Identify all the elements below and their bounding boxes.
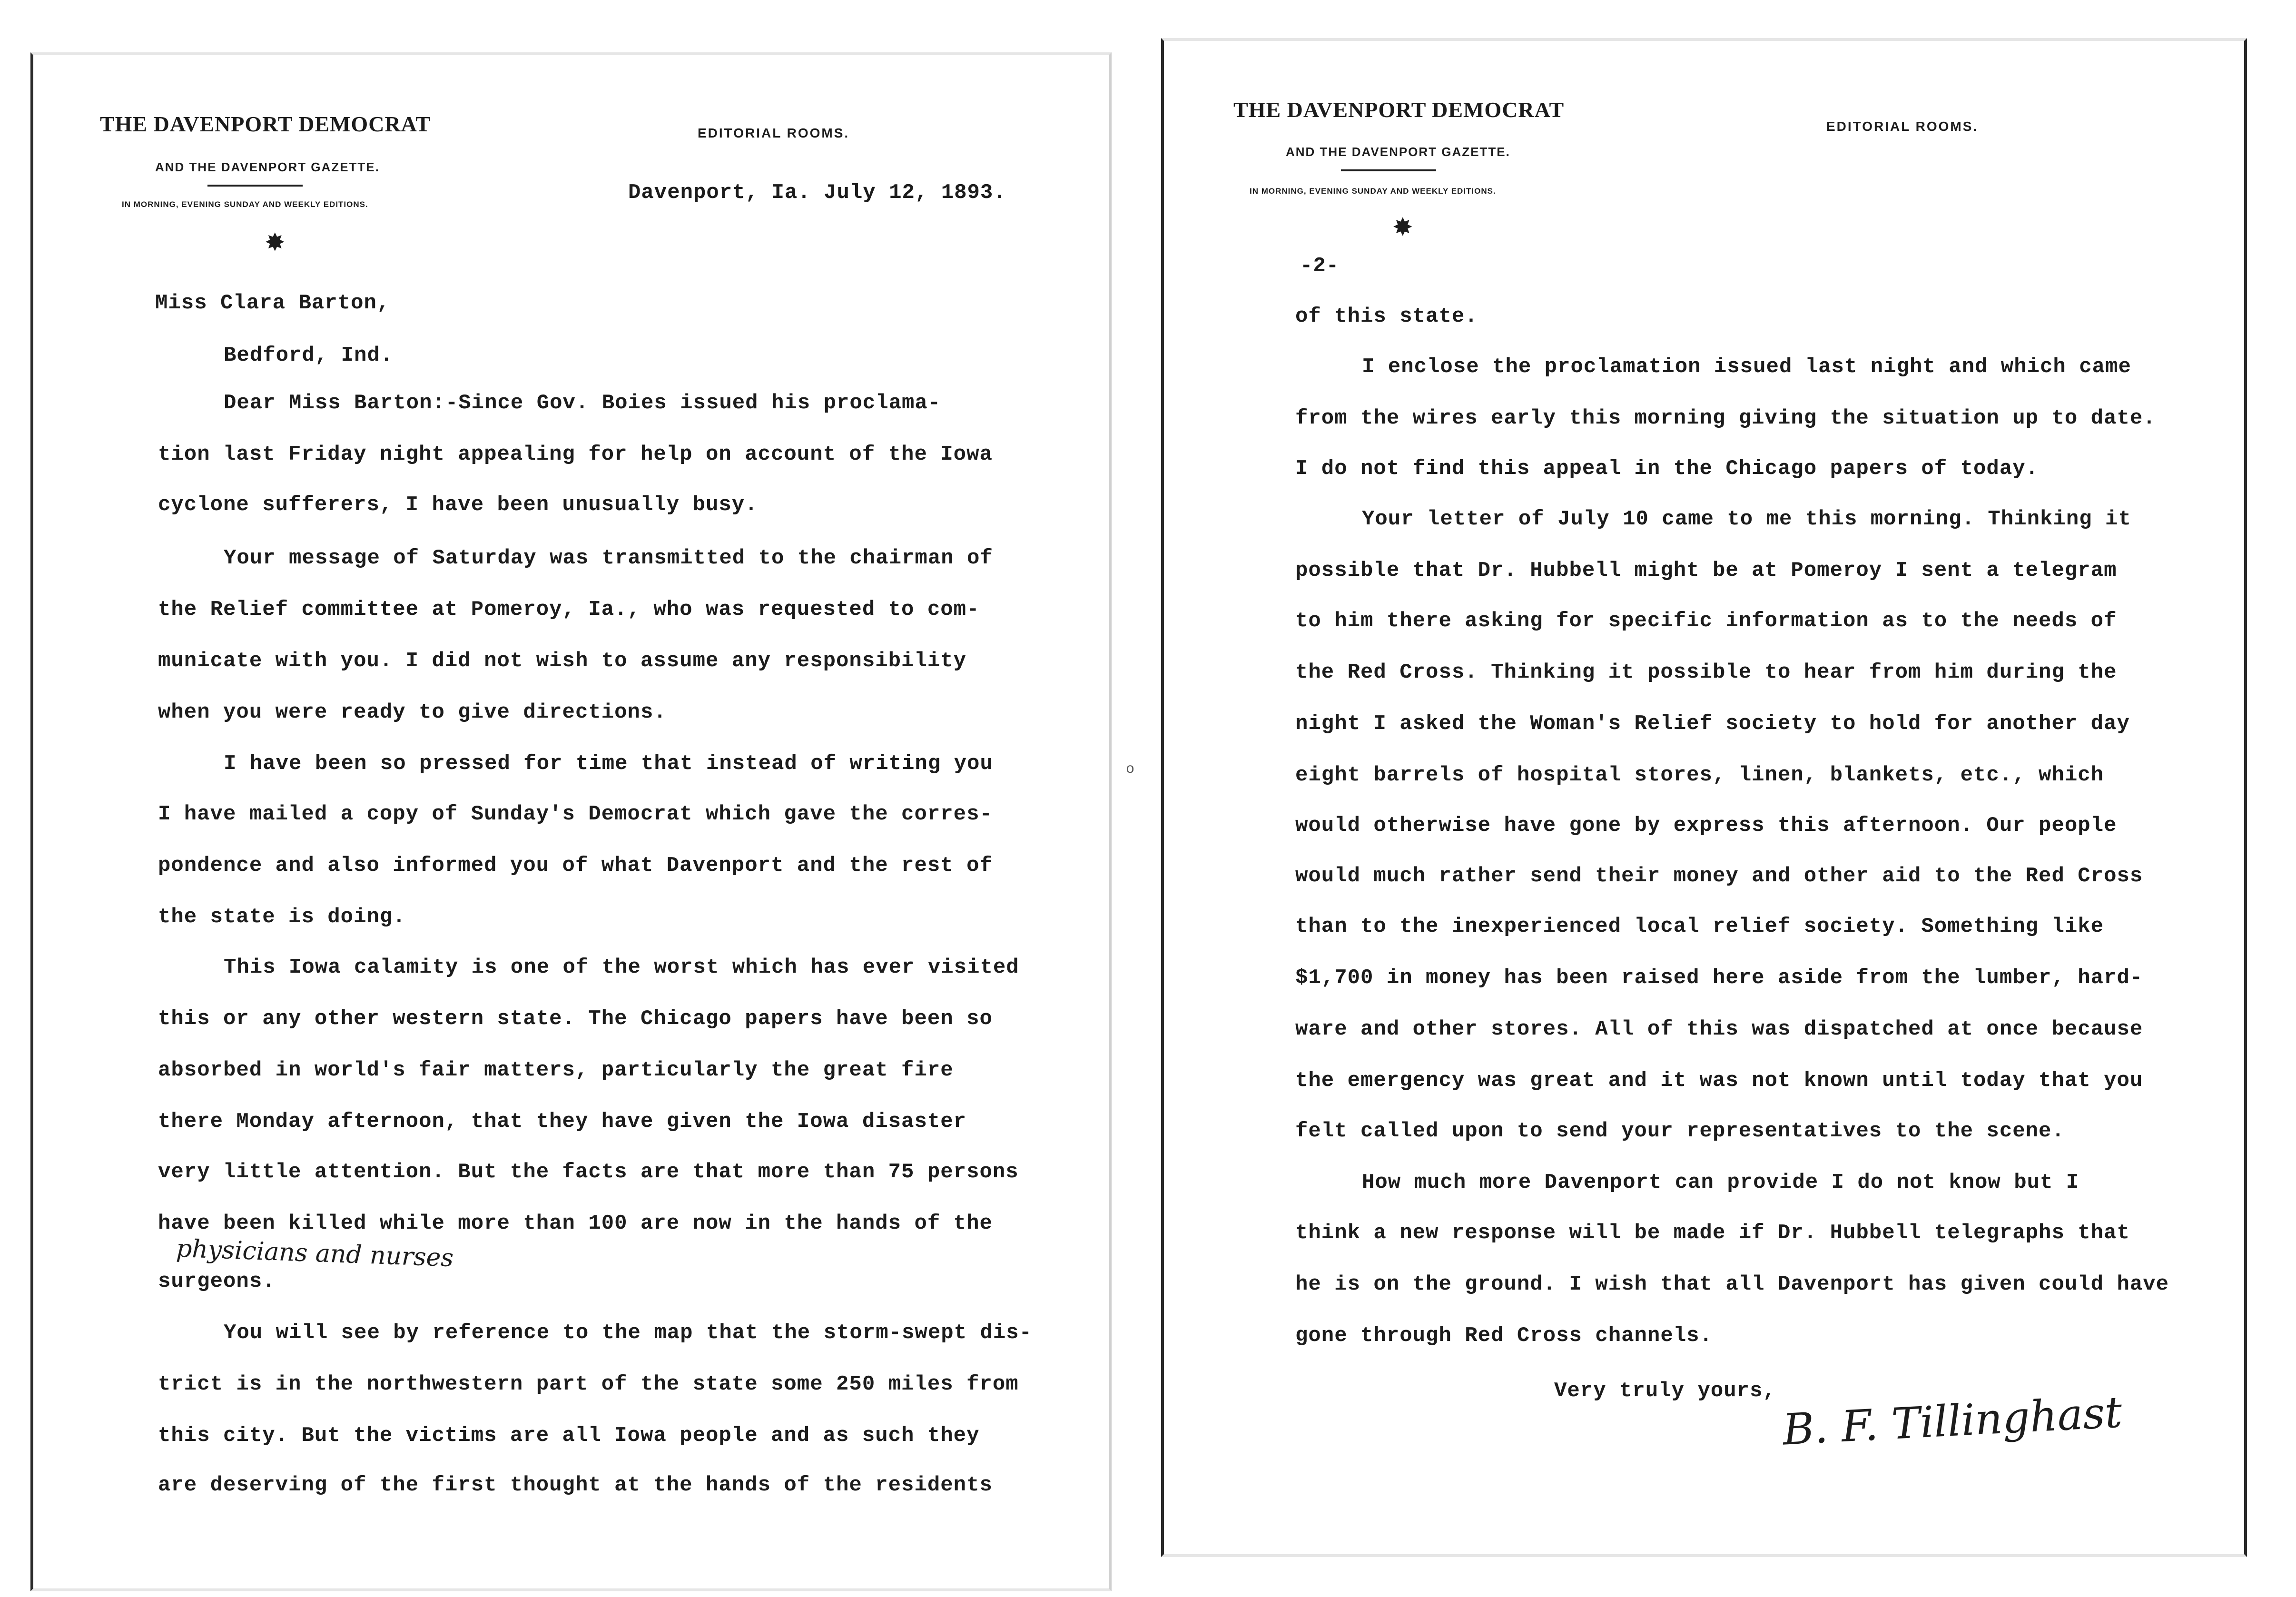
- body-line: This Iowa calamity is one of the worst which has ever visited: [224, 956, 1019, 979]
- body-line: the state is doing.: [158, 905, 406, 929]
- letterhead-rule: [207, 185, 303, 187]
- body-line: I enclose the proclamation issued last night and which came: [1362, 355, 2131, 379]
- body-line: of this state.: [1295, 305, 1478, 328]
- body-line: than to the inexperienced local relief society. Something like: [1295, 915, 2104, 938]
- body-line: I do not find this appeal in the Chicago papers of today.: [1295, 457, 2039, 481]
- body-line: I have mailed a copy of Sunday's Democrat which gave the corres-: [158, 802, 993, 826]
- body-line: when you were ready to give directions.: [158, 700, 667, 724]
- body-line: possible that Dr. Hubbell might be at Pomeroy I sent a telegram: [1295, 559, 2117, 582]
- letterhead-editions: IN MORNING, EVENING SUNDAY AND WEEKLY EDITIONS.: [1250, 187, 1496, 196]
- body-line: he is on the ground. I wish that all Davenport has given could have: [1295, 1272, 2169, 1296]
- body-line: this city. But the victims are all Iowa people and as such they: [158, 1424, 980, 1448]
- letterhead-editions: IN MORNING, EVENING SUNDAY AND WEEKLY EDITIONS.: [122, 200, 368, 209]
- editorial-rooms: EDITORIAL ROOMS.: [698, 126, 850, 140]
- letterhead-rule: [1341, 169, 1436, 171]
- letterhead-gazette: AND THE DAVENPORT GAZETTE.: [1286, 145, 1510, 159]
- dateline: Davenport, Ia. July 12, 1893.: [628, 181, 1006, 205]
- body-line: would much rather send their money and other aid to the Red Cross: [1295, 864, 2143, 888]
- recipient-name: Miss Clara Barton,: [155, 291, 390, 315]
- body-line: $1,700 in money has been raised here aside from the lumber, hard-: [1295, 966, 2143, 990]
- letterhead-star-icon: ✸: [265, 229, 286, 256]
- body-line: the Relief committee at Pomeroy, Ia., who was requested to com-: [158, 598, 980, 621]
- letterhead-paper-name: THE DAVENPORT DEMOCRAT: [100, 112, 431, 136]
- body-line: surgeons.: [158, 1270, 276, 1293]
- body-line: I have been so pressed for time that instead of writing you: [224, 752, 993, 776]
- letter-page-2: [1161, 38, 2247, 1557]
- letterhead-star-icon: ✸: [1392, 214, 1413, 241]
- body-line: cyclone sufferers, I have been unusually busy.: [158, 493, 758, 517]
- paper-mark: o: [1126, 761, 1135, 778]
- body-line: night I asked the Woman's Relief society to hold for another day: [1295, 712, 2130, 736]
- body-line: ware and other stores. All of this was dispatched at once because: [1295, 1017, 2143, 1041]
- body-line: this or any other western state. The Chicago papers have been so: [158, 1007, 993, 1031]
- closing: Very truly yours,: [1554, 1379, 1776, 1403]
- body-line: would otherwise have gone by express this afternoon. Our people: [1295, 814, 2117, 838]
- body-line: trict is in the northwestern part of the state some 250 miles from: [158, 1372, 1019, 1396]
- body-line: municate with you. I did not wish to assume any responsibility: [158, 649, 967, 673]
- body-line: Dear Miss Barton:-Since Gov. Boies issued his proclama-: [224, 391, 941, 415]
- body-line: How much more Davenport can provide I do not know but I: [1362, 1171, 2079, 1194]
- body-line: eight barrels of hospital stores, linen, blankets, etc., which: [1295, 763, 2104, 787]
- body-line: pondence and also informed you of what Davenport and the rest of: [158, 854, 993, 877]
- body-line: Your letter of July 10 came to me this morning. Thinking it: [1362, 507, 2131, 531]
- body-line: think a new response will be made if Dr. Hubbell telegraphs that: [1295, 1221, 2130, 1245]
- body-line: to him there asking for specific information as to the needs of: [1295, 609, 2117, 633]
- letter-page-1: [30, 52, 1112, 1591]
- body-line: very little attention. But the facts are that more than 75 persons: [158, 1160, 1019, 1184]
- handwritten-insert: physicians and nurses: [176, 1234, 454, 1273]
- body-line: You will see by reference to the map that the storm-swept dis-: [224, 1321, 1033, 1345]
- signature: B. F. Tillinghast: [1781, 1387, 2123, 1455]
- body-line: the Red Cross. Thinking it possible to hear from him during the: [1295, 660, 2117, 684]
- body-line: tion last Friday night appealing for help on account of the Iowa: [158, 443, 993, 466]
- body-line: gone through Red Cross channels.: [1295, 1324, 1713, 1348]
- letterhead-paper-name: THE DAVENPORT DEMOCRAT: [1233, 98, 1565, 122]
- body-line: there Monday afternoon, that they have given the Iowa disaster: [158, 1110, 967, 1134]
- editorial-rooms: EDITORIAL ROOMS.: [1826, 119, 1979, 134]
- body-line: the emergency was great and it was not known until today that you: [1295, 1069, 2143, 1093]
- body-line: have been killed while more than 100 are now in the hands of the: [158, 1212, 993, 1235]
- letterhead-gazette: AND THE DAVENPORT GAZETTE.: [155, 160, 380, 174]
- body-line: felt called upon to send your representatives to the scene.: [1295, 1119, 2065, 1143]
- body-line: absorbed in world's fair matters, particularly the great fire: [158, 1058, 954, 1082]
- body-line: Your message of Saturday was transmitted to the chairman of: [224, 546, 993, 570]
- body-line: are deserving of the first thought at the hands of the residents: [158, 1473, 993, 1497]
- page-number: -2-: [1300, 254, 1340, 278]
- recipient-place: Bedford, Ind.: [224, 344, 394, 367]
- body-line: from the wires early this morning giving the situation up to date.: [1295, 406, 2156, 430]
